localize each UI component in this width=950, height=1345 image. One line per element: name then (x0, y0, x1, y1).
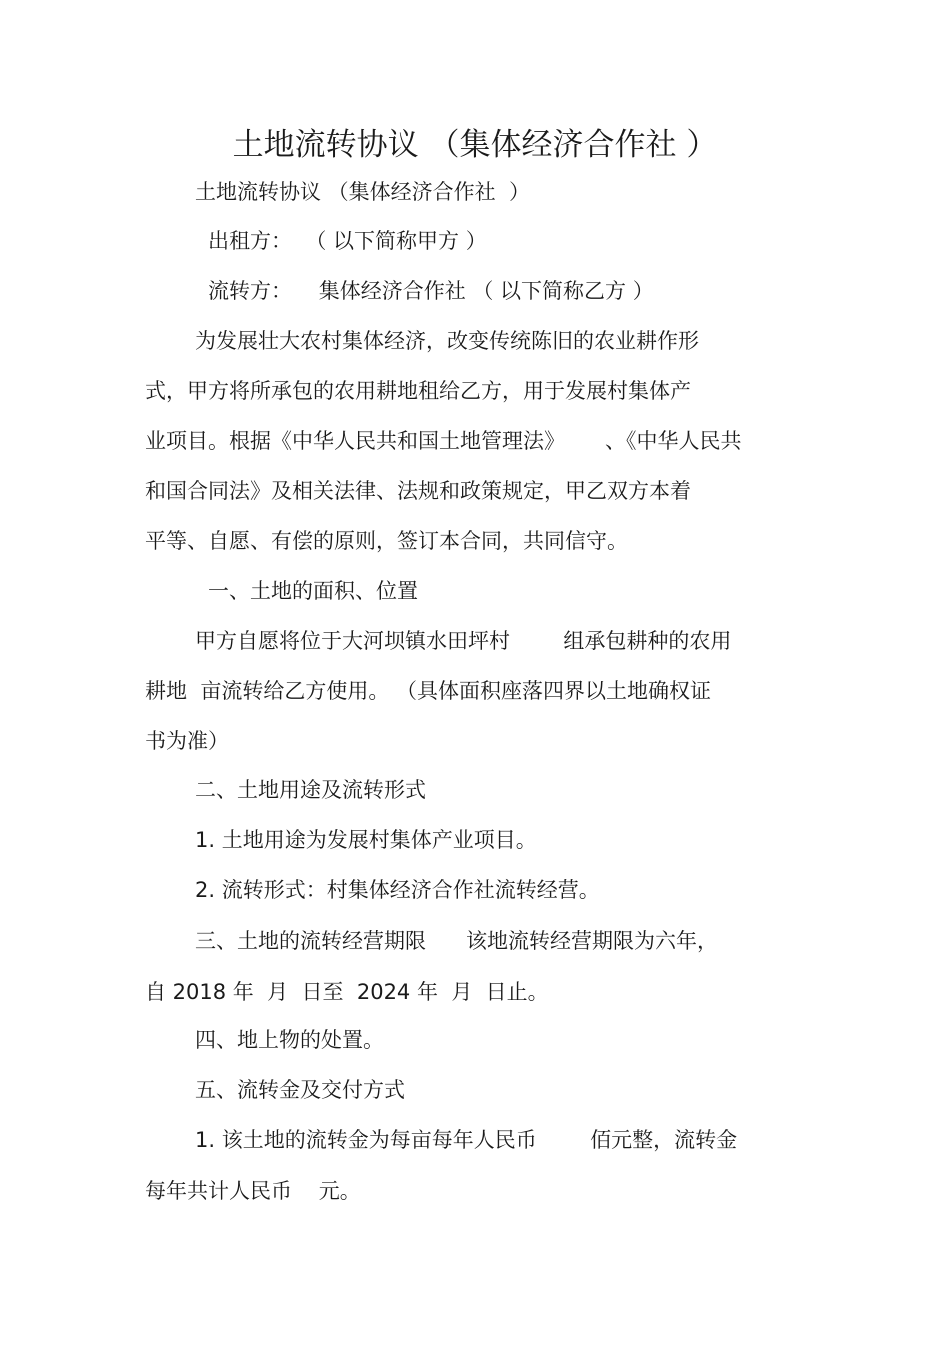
section-heading-2: 二、土地用途及流转形式 (195, 778, 426, 802)
paragraph-line: 和国合同法》及相关法律、法规和政策规定，甲乙双方本着 (145, 479, 691, 503)
transferee-line: 流转方： 集体经济合作社 （ 以下简称乙方 ） (208, 279, 654, 303)
section-heading-4: 四、地上物的处置。 (195, 1028, 384, 1052)
subtitle-line: 土地流转协议 （集体经济合作社 ） (195, 180, 531, 204)
lessor-line: 出租方： （ 以下简称甲方 ） (208, 229, 487, 253)
paragraph-line: 耕地 亩流转给乙方使用。 （具体面积座落四界以土地确权证 (145, 679, 712, 703)
section-heading-3: 三、土地的流转经营期限 该地流转经营期限为六年， (195, 929, 719, 953)
paragraph-line: 平等、自愿、有偿的原则，签订本合同，共同信守。 (145, 529, 628, 553)
paragraph-line: 为发展壮大农村集体经济，改变传统陈旧的农业耕作形 (195, 329, 699, 353)
paragraph-line: 每年共计人民币 元。 (145, 1179, 361, 1203)
list-item: 2. 流转形式：村集体经济合作社流转经营。 (195, 878, 600, 902)
paragraph-line: 书为准） (145, 729, 229, 753)
section-heading-1: 一、土地的面积、位置 (208, 579, 418, 603)
list-item: 1. 该土地的流转金为每亩每年人民币 佰元整，流转金 (195, 1128, 738, 1152)
document-title: 土地流转协议 （集体经济合作社 ） (232, 127, 718, 163)
section-heading-5: 五、流转金及交付方式 (195, 1078, 405, 1102)
list-item: 1. 土地用途为发展村集体产业项目。 (195, 828, 537, 852)
paragraph-line: 甲方自愿将位于大河坝镇水田坪村 组承包耕种的农用 (195, 629, 732, 653)
paragraph-line: 业项目。根据《中华人民共和国土地管理法》 、《中华人民共 (145, 429, 742, 453)
paragraph-line: 式，甲方将所承包的农用耕地租给乙方，用于发展村集体产 (145, 379, 691, 403)
paragraph-line: 自 2018 年 月 日至 2024 年 月 日止。 (145, 980, 549, 1004)
